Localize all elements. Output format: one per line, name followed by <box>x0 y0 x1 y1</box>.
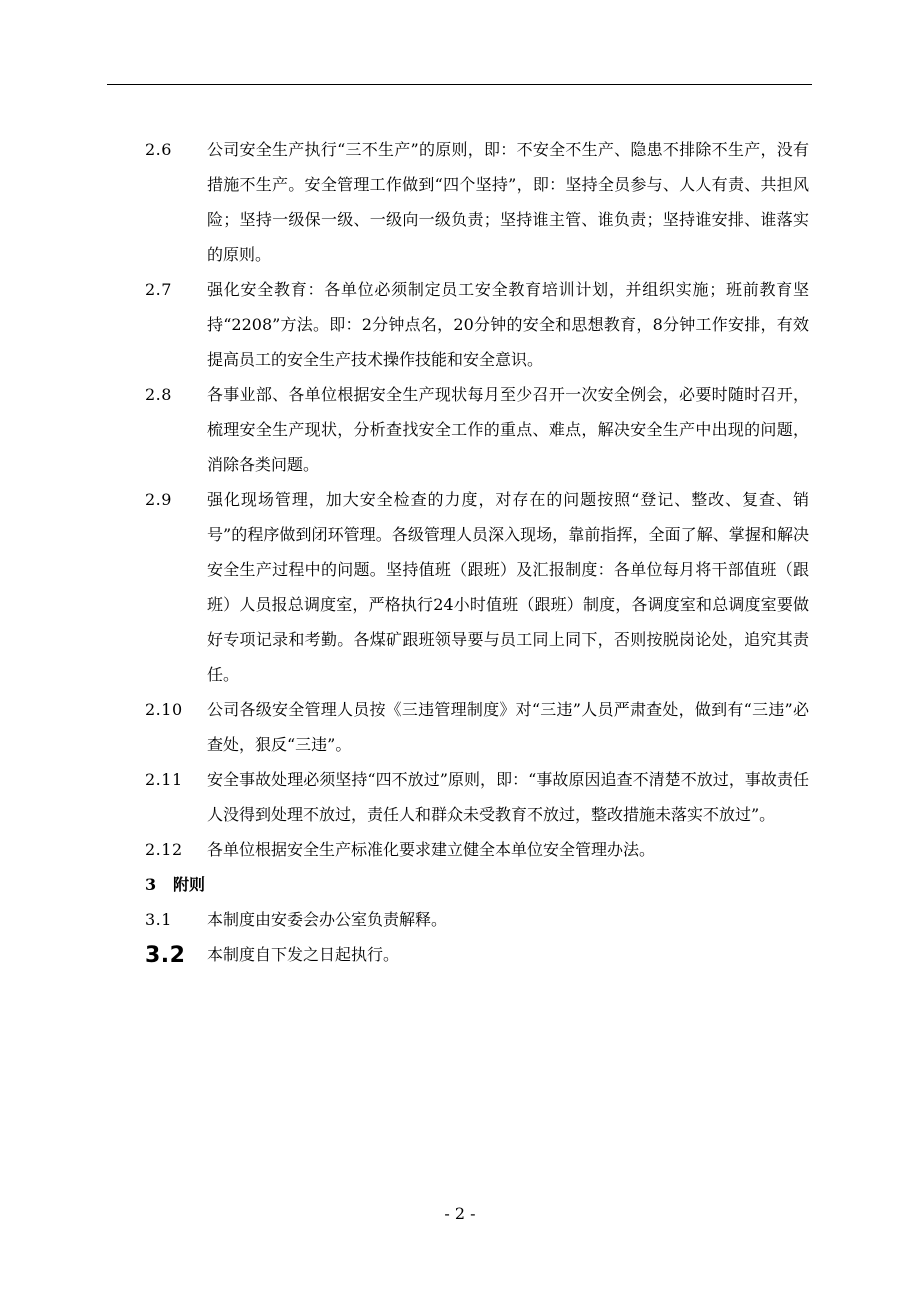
clause-text: 各事业部、各单位根据安全生产现状每月至少召开一次安全例会，必要时随时召开，梳理安全生产现状，分析查找安全工作的重点、难点，解决安全生产中出现的问题，消除各类问题。 <box>207 385 809 474</box>
clause-2-9 <box>0 482 920 692</box>
clause-number: 2.7 <box>145 280 172 299</box>
clause-text: 强化现场管理，加大安全检查的力度，对存在的问题按照“登记、整改、复查、销号”的程序做到闭环管理。各级管理人员深入现场，靠前指挥，全面了解、掌握和解决安全生产过程中的问题。坚持值班（跟班）及汇报制度：各单位每月将干部值班（跟班）人员报总调度室，严格执行24小时值班（跟班）制度，各调度室和总调度室要做好专项记录和考勤。各煤矿跟班领导要与员工同上同下，否则按脱岗论处，追究其责任。 <box>207 490 809 684</box>
clause-number: 2.11 <box>145 770 183 789</box>
clause-number: 2.8 <box>145 385 172 404</box>
clause-2-7 <box>0 272 920 377</box>
clause-2-8 <box>0 377 920 482</box>
page-number: - 2 - <box>444 1204 476 1223</box>
clause-2-6 <box>0 132 920 272</box>
clause-number: 2.6 <box>145 140 172 159</box>
section-title: 附则 <box>173 875 206 894</box>
clause-text: 本制度自下发之日起执行。 <box>207 945 400 964</box>
clause-text: 安全事故处理必须坚持“四不放过”原则，即：“事故原因追查不清楚不放过，事故责任人没得到处理不放过，责任人和群众未受教育不放过，整改措施未落实不放过”。 <box>207 770 809 824</box>
clause-text: 各单位根据安全生产标准化要求建立健全本单位安全管理办法。 <box>207 840 656 859</box>
clause-3-2 <box>0 937 920 974</box>
clause-number: 2.10 <box>145 700 183 719</box>
clause-text: 公司安全生产执行“三不生产”的原则，即：不安全不生产、隐患不排除不生产，没有措施不生产。安全管理工作做到“四个坚持”，即：坚持全员参与、人人有责、共担风险；坚持一级保一级、一级向一级负责；坚持谁主管、谁负责；坚持谁安排、谁落实的原则。 <box>207 140 809 264</box>
section-heading-3 <box>0 867 920 902</box>
clause-number: 3.1 <box>145 910 172 929</box>
section-number: 3 <box>145 875 157 894</box>
clause-text: 公司各级安全管理人员按《三违管理制度》对“三违”人员严肃查处，做到有“三违”必查处，狠反“三违”。 <box>207 700 809 754</box>
clause-2-10 <box>0 692 920 762</box>
header-rule <box>107 84 812 85</box>
clause-text: 本制度由安委会办公室负责解释。 <box>207 910 448 929</box>
clause-number: 2.9 <box>145 490 172 509</box>
clause-2-12 <box>0 832 920 867</box>
clause-3-1 <box>0 902 920 937</box>
document-body <box>0 132 920 974</box>
clause-number: 3.2 <box>145 943 186 968</box>
clause-number: 2.12 <box>145 840 183 859</box>
clause-2-11 <box>0 762 920 832</box>
clause-text: 强化安全教育：各单位必须制定员工安全教育培训计划，并组织实施；班前教育坚持“2208”方法。即：2分钟点名，20分钟的安全和思想教育，8分钟工作安排，有效提高员工的安全生产技术操作技能和安全意识。 <box>207 280 809 369</box>
